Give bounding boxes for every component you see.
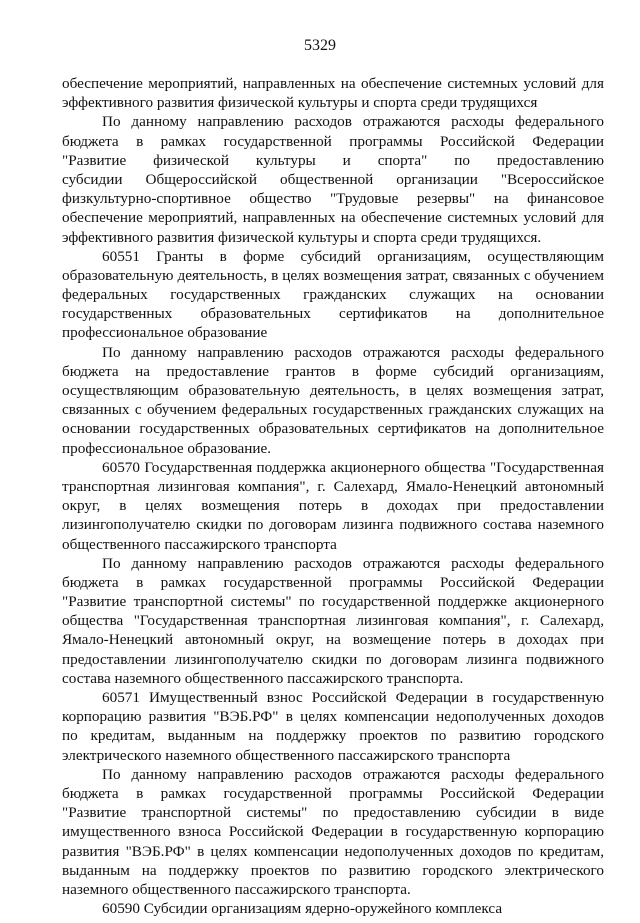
text-line: наземного общественного пассажирского транспорта. — [62, 880, 411, 898]
text-line: эффективного развития физической культуры и спорта среди трудящихся — [62, 94, 538, 112]
text-line: профессиональное образование — [62, 324, 268, 342]
text-line: По данному направлению расходов отражаются расходы федерального — [102, 113, 604, 131]
text-line: электрического наземного общественного пассажирского транспорта — [62, 746, 511, 764]
text-line: 60590 Субсидии организациям ядерно-оружейного комплекса — [102, 900, 503, 918]
text-line: состава наземного общественного пассажирского транспорта. — [62, 669, 464, 687]
text-line: обеспечение мероприятий, направленных на обеспечение системных условий для — [62, 75, 604, 92]
text-line: образовательную деятельность, в целях возмещения затрат, связанных с обучением — [62, 266, 604, 284]
text-line: развития "ВЭБ.РФ" в целях компенсации недополученных доходов по кредитам, — [62, 842, 604, 860]
text-line: субсидии Общероссийской общественной организации "Всероссийское — [62, 170, 604, 188]
text-line: федеральных государственных гражданских служащих на основании — [62, 286, 604, 304]
text-line: бюджета в рамках государственной программы Российской Федерации — [62, 784, 604, 802]
text-line: транспортная лизинговая компания", г. Салехард, Ямало-Ненецкий автономный — [62, 477, 604, 495]
text-line: предоставлении лизингополучателю скидки по договорам лизинга подвижного — [62, 650, 604, 668]
text-line: общества "Государственная транспортная лизинговая компания", г. Салехард, — [62, 612, 604, 630]
text-line: имущественного взноса Российской Федерации в государственную корпорацию — [62, 823, 604, 841]
text-line: "Развитие физической культуры и спорта" по предоставлению — [62, 151, 604, 169]
text-line: государственных образовательных сертификатов на дополнительное — [62, 305, 604, 323]
text-line: 60570 Государственная поддержка акционерного общества "Государственная — [102, 458, 604, 476]
text-line: обеспечение мероприятий, направленных на обеспечение системных условий для — [62, 209, 604, 227]
text-line: Ямало-Ненецкий автономный округ, на возмещение потерь в доходах при — [62, 631, 604, 649]
text-line: лизингополучателю скидки по договорам лизинга подвижного состава наземного — [62, 516, 604, 534]
text-line: основании государственных образовательных сертификатов на дополнительное — [62, 420, 604, 438]
text-line: округ, в целях возмещения потерь в доходах при предоставлении — [62, 497, 604, 515]
text-line: связанных с обучением федеральных государственных гражданских служащих на — [62, 401, 604, 419]
text-line: По данному направлению расходов отражаются расходы федерального — [102, 765, 604, 783]
text-line: эффективного развития физической культуры и спорта среди трудящихся. — [62, 228, 542, 246]
text-line: физкультурно-спортивное общество "Трудовые резервы" на финансовое — [62, 190, 604, 208]
text-line: бюджета в рамках государственной программы Российской Федерации — [62, 573, 604, 591]
text-line: осуществляющим образовательную деятельность, в целях возмещения затрат, — [62, 382, 604, 399]
text-line: общественного пассажирского транспорта — [62, 535, 337, 553]
text-line: бюджета на предоставление грантов в форме субсидий организациям, — [62, 362, 604, 380]
text-line: 60551 Гранты в форме субсидий организациям, осуществляющим — [102, 247, 604, 265]
text-line: "Развитие транспортной системы" по государственной поддержке акционерного — [62, 593, 604, 611]
text-line: корпорацию развития "ВЭБ.РФ" в целях компенсации недополученных доходов — [62, 708, 604, 726]
text-line: бюджета в рамках государственной программы Российской Федерации — [62, 132, 604, 150]
text-line: профессиональное образование. — [62, 439, 272, 457]
document-body — [62, 74, 604, 918]
text-line: По данному направлению расходов отражаются расходы федерального — [102, 554, 604, 572]
text-line: "Развитие транспортной системы" по предоставлению субсидии в виде — [62, 804, 604, 822]
text-line: 60571 Имущественный взнос Российской Федерации в государственную — [102, 689, 604, 706]
text-line: по кредитам, выданным на поддержку проектов по развитию городского — [62, 727, 604, 745]
text-line: По данному направлению расходов отражаются расходы федерального — [102, 343, 604, 361]
text-line: выданным на поддержку проектов по развитию городского электрического — [62, 861, 604, 879]
page-number: 5329 — [304, 37, 336, 54]
